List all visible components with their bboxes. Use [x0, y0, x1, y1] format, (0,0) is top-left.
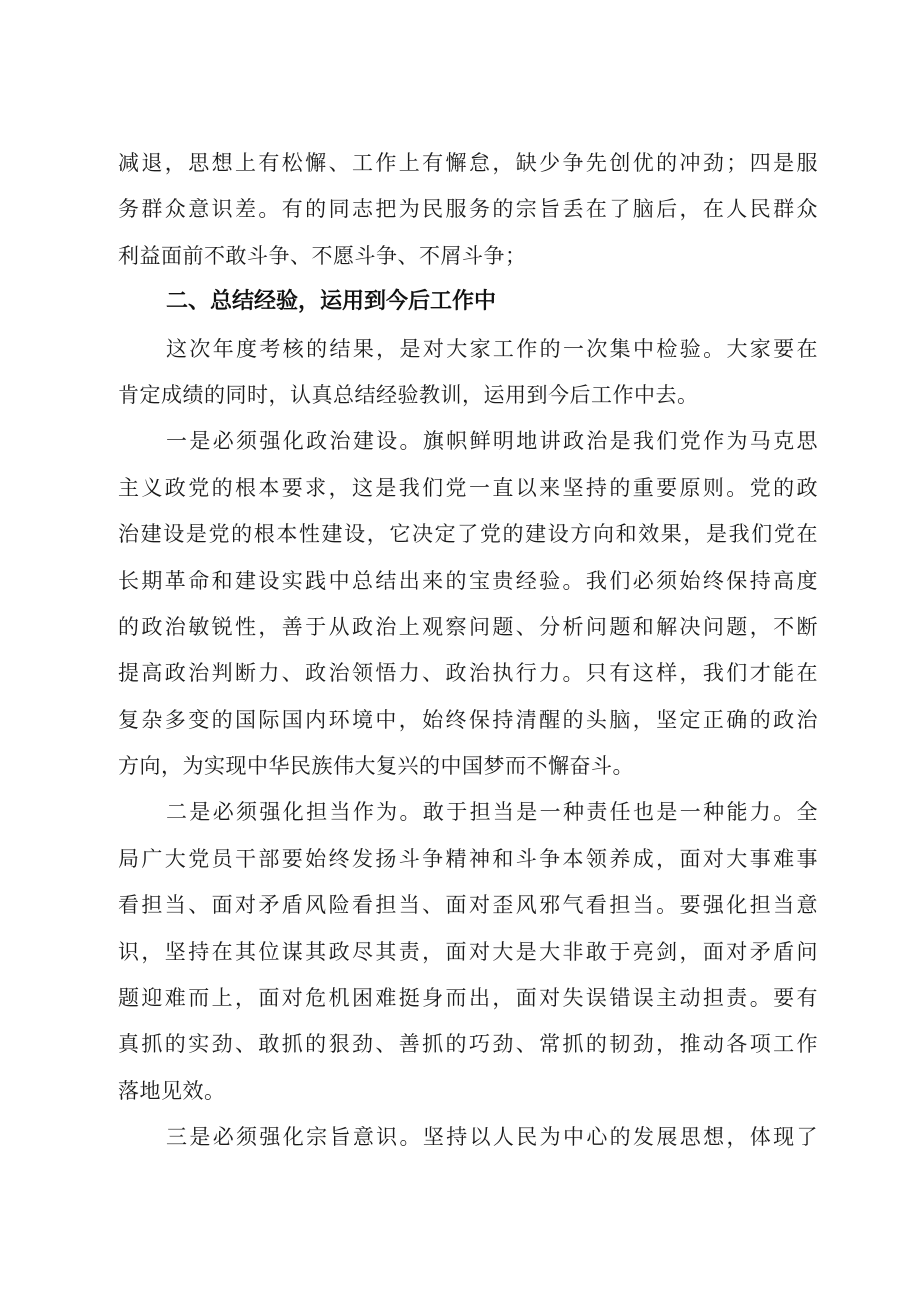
text-line: 复杂多变的国际国内环境中，始终保持清醒的头脑，坚定正确的政治 [118, 707, 818, 732]
text-line: 题迎难而上，面对危机困难挺身而出，面对失误错误主动担责。要有 [118, 986, 818, 1011]
text-line: 看担当、面对矛盾风险看担当、面对歪风邪气看担当。要强化担当意 [118, 893, 818, 918]
text-line: 主义政党的根本要求，这是我们党一直以来坚持的重要原则。党的政 [118, 475, 818, 500]
text-line: 真抓的实劲、敢抓的狠劲、善抓的巧劲、常抓的韧劲，推动各项工作 [118, 1032, 818, 1057]
text-line: 务群众意识差。有的同志把为民服务的宗旨丢在了脑后，在人民群众 [118, 197, 818, 222]
text-line: 提高政治判断力、政治领悟力、政治执行力。只有这样，我们才能在 [118, 661, 818, 686]
text-line: 落地见效。 [118, 1078, 226, 1103]
text-line: 长期革命和建设实践中总结出来的宝贵经验。我们必须始终保持高度 [118, 568, 818, 593]
text-line: 识，坚持在其位谋其政尽其责，面对大是大非敢于亮剑，面对矛盾问 [118, 939, 818, 964]
document-body [118, 140, 818, 1161]
text-line: 三是必须强化宗旨意识。坚持以人民为中心的发展思想，体现了 [166, 1125, 818, 1150]
text-line: 二是必须强化担当作为。敢于担当是一种责任也是一种能力。全 [166, 800, 818, 825]
text-line: 治建设是党的根本性建设，它决定了党的建设方向和效果，是我们党在 [118, 522, 818, 547]
text-line: 局广大党员干部要始终发扬斗争精神和斗争本领养成，面对大事难事 [118, 846, 818, 871]
text-line: 这次年度考核的结果，是对大家工作的一次集中检验。大家要在 [166, 336, 818, 361]
text-line: 的政治敏锐性，善于从政治上观察问题、分析问题和解决问题，不断 [118, 614, 818, 639]
text-line: 一是必须强化政治建设。旗帜鲜明地讲政治是我们党作为马克思 [166, 429, 818, 454]
section-heading: 二、总结经验，运用到今后工作中 [166, 289, 497, 315]
text-line: 肯定成绩的同时，认真总结经验教训，运用到今后工作中去。 [118, 382, 699, 407]
text-line: 方向，为实现中华民族伟大复兴的中国梦而不懈奋斗。 [118, 754, 634, 779]
text-line: 减退，思想上有松懈、工作上有懈怠，缺少争先创优的冲劲；四是服 [118, 151, 818, 175]
text-line: 利益面前不敢斗争、不愿斗争、不屑斗争； [118, 243, 527, 268]
